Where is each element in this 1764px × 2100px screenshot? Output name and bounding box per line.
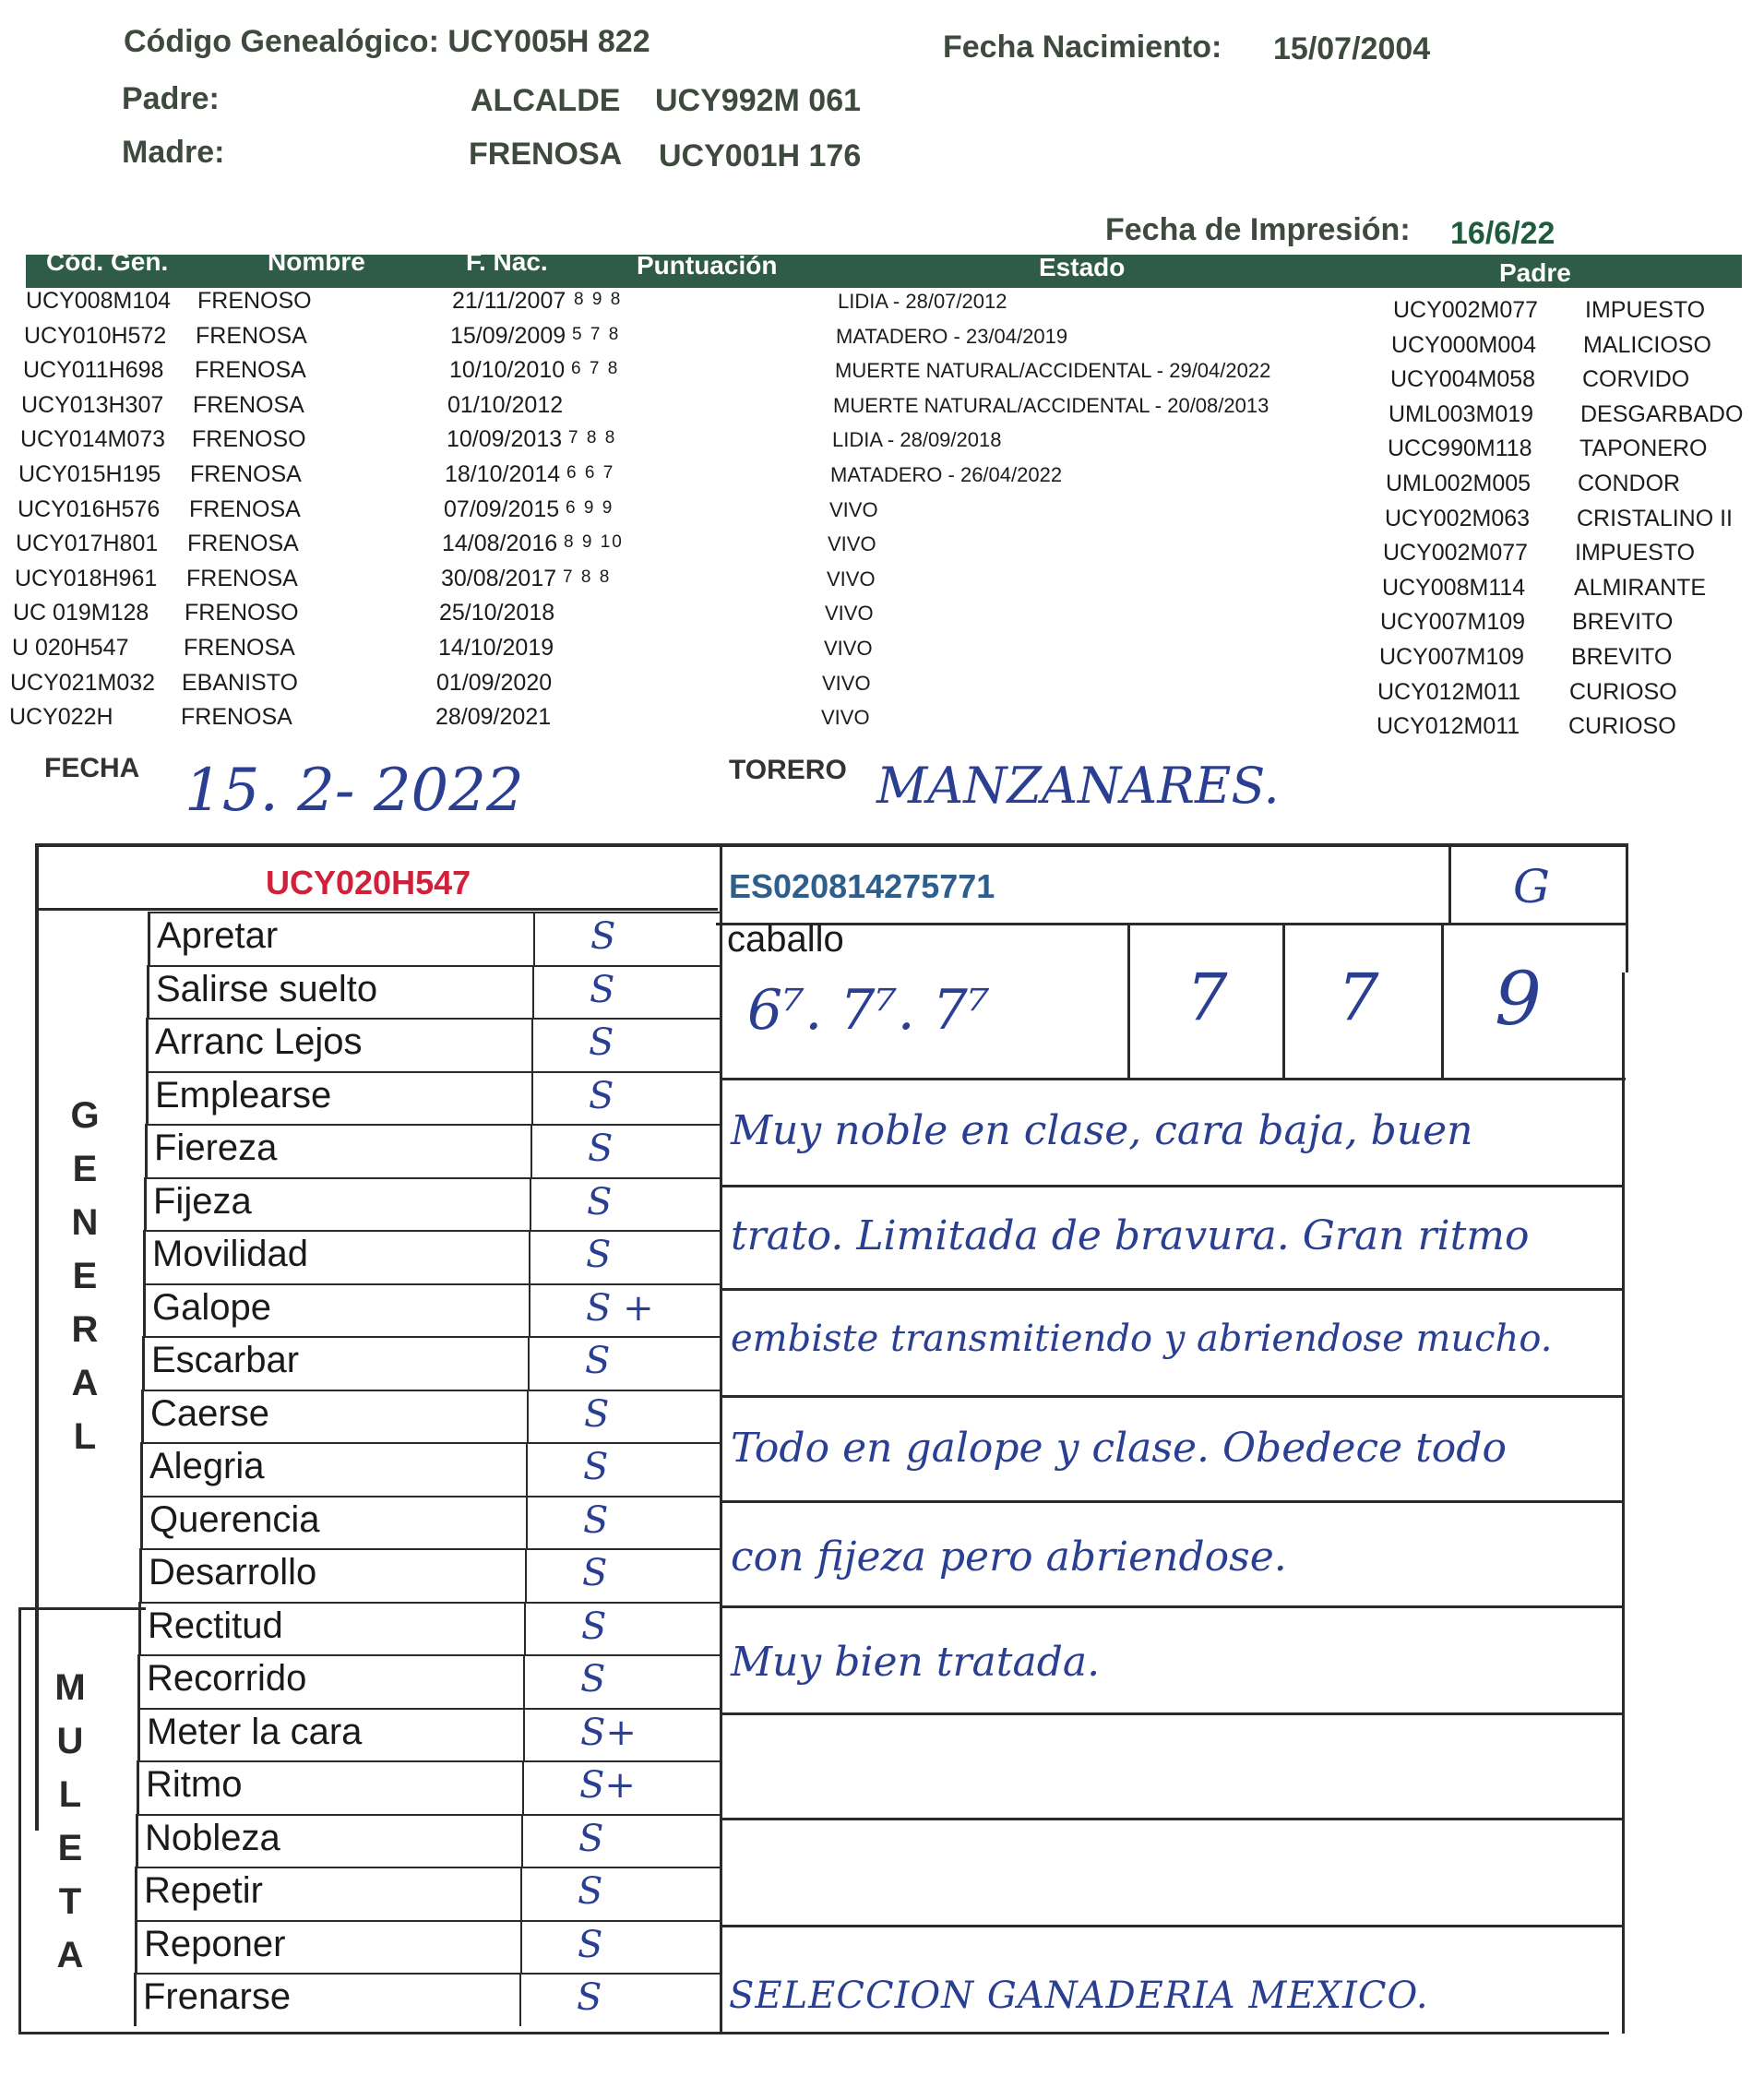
- cell-padre-cod: UCY007M109: [1380, 609, 1526, 636]
- cell-cod: UC 019M128: [13, 600, 149, 626]
- trait-name: Nobleza: [145, 1817, 280, 1858]
- trait-mark: S: [578, 1923, 603, 1966]
- mark-cell-border: [531, 1071, 533, 1125]
- trait-name: Frenarse: [143, 1976, 292, 2017]
- trait-cell-border: [135, 1920, 137, 1974]
- trait-row-line: [137, 1708, 720, 1710]
- trait-cell-border: [148, 912, 150, 965]
- trait-cell-border: [146, 1018, 149, 1071]
- trait-name: Salirse suelto: [156, 968, 378, 1009]
- cell-estado: LIDIA - 28/09/2018: [832, 428, 1002, 452]
- section-letter: G: [70, 1095, 100, 1136]
- offspring-row: [15, 565, 1731, 601]
- trait-mark: S: [583, 1446, 609, 1488]
- trait-row-line: [145, 1124, 720, 1126]
- trait-cell-border: [136, 1814, 138, 1867]
- cell-estado: LIDIA - 28/07/2012: [838, 290, 1007, 313]
- section-letter: A: [56, 1935, 84, 1975]
- trait-cell-border: [144, 1177, 147, 1231]
- padre-codigo: UCY992M 061: [655, 83, 862, 118]
- cell-nombre: FRENOSO: [192, 426, 306, 453]
- mark-cell-border: [529, 1230, 530, 1283]
- cell-fnac: 01/10/2012: [447, 391, 564, 418]
- cell-padre-cod: UCY002M077: [1383, 540, 1529, 567]
- caballo-label: caballo: [727, 919, 844, 960]
- section-letter: E: [72, 1149, 98, 1189]
- cell-estado: VIVO: [824, 637, 873, 660]
- cell-fnac: 25/10/2018: [439, 600, 555, 626]
- trait-row-line: [136, 1814, 720, 1816]
- cell-estado: VIVO: [821, 706, 870, 730]
- cell-cod: UCY016H576: [18, 495, 161, 522]
- cell-estado: MUERTE NATURAL/ACCIDENTAL - 20/08/2013: [833, 393, 1269, 417]
- trait-row-line: [135, 1867, 720, 1868]
- torero-value: MANZANARES.: [876, 757, 1280, 815]
- cell-fnac: 15/09/2009: [450, 322, 566, 349]
- cell-puntuacion: 8 9 8: [574, 290, 623, 309]
- trait-cell-border: [139, 1548, 142, 1602]
- cell-cod: UCY013H307: [21, 391, 164, 418]
- col-puntuacion: Puntuación: [637, 251, 778, 280]
- cell-nombre: FRENOSA: [193, 391, 304, 418]
- cell-estado: VIVO: [829, 497, 878, 521]
- trait-row-line: [135, 1920, 720, 1922]
- offspring-row: [24, 322, 1740, 358]
- cell-estado: MATADERO - 23/04/2019: [836, 324, 1068, 348]
- mark-cell-border: [521, 1814, 523, 1867]
- trait-row-line: [134, 1973, 720, 1975]
- cell-puntuacion: 6 7 8: [571, 359, 620, 379]
- madre-label: Madre:: [122, 135, 225, 170]
- cell-nombre: FRENOSA: [195, 357, 306, 384]
- note-line: embiste transmitiendo y abriendose mucho.: [731, 1318, 1553, 1360]
- cell-padre-nombre: BREVITO: [1572, 609, 1674, 636]
- muleta-section-label: [42, 1661, 98, 1982]
- caballo-scores: 6⁷. 7⁷. 7⁷: [747, 978, 990, 1043]
- codigo-value: UCY005H 822: [447, 24, 650, 59]
- trait-cell-border: [141, 1390, 144, 1443]
- cell-nombre: FRENOSA: [187, 531, 299, 557]
- trait-cell-border: [135, 1867, 137, 1920]
- mark-cell-border: [526, 1442, 528, 1496]
- trait-cell-border: [137, 1760, 139, 1814]
- cell-padre-cod: UML003M019: [1389, 400, 1534, 427]
- cell-cod: UCY021M032: [10, 669, 156, 696]
- note-line: Muy noble en clase, cara baja, buen: [731, 1107, 1473, 1154]
- trait-cell-border: [137, 1654, 140, 1708]
- cell-cod: UCY015H195: [18, 461, 161, 487]
- impresion-label: Fecha de Impresión:: [1105, 212, 1411, 247]
- cell-nombre: FRENOSO: [197, 288, 312, 314]
- trait-row-line: [147, 965, 720, 967]
- grade: G: [1513, 860, 1550, 913]
- cell-cod: UCY022H: [9, 704, 113, 731]
- cell-padre-nombre: CURIOSO: [1569, 678, 1677, 705]
- cell-padre-nombre: CRISTALINO II: [1577, 505, 1734, 531]
- trait-name: Fiereza: [154, 1128, 278, 1168]
- score-2: 7: [1338, 960, 1379, 1035]
- cell-nombre: FRENOSA: [196, 322, 307, 349]
- cell-fnac: 18/10/2014: [445, 461, 561, 487]
- offspring-row: [13, 600, 1729, 636]
- cell-padre-nombre: IMPUESTO: [1575, 540, 1696, 567]
- madre-codigo: UCY001H 176: [659, 138, 862, 173]
- section-letter: L: [58, 1774, 82, 1815]
- section-letter: U: [56, 1721, 84, 1761]
- trait-cell-border: [143, 1283, 146, 1337]
- trait-cell-border: [143, 1230, 146, 1283]
- offspring-row: [26, 288, 1742, 323]
- trait-name: Escarbar: [151, 1340, 300, 1380]
- col-padre: Padre: [1499, 258, 1571, 287]
- section-letter: L: [73, 1416, 97, 1457]
- animal-code: UCY020H547: [266, 864, 471, 901]
- trait-mark: S +: [586, 1286, 654, 1330]
- trait-mark: S+: [579, 1764, 636, 1807]
- offspring-row: [18, 461, 1734, 496]
- offspring-row: [18, 495, 1734, 531]
- trait-mark: S: [589, 1074, 614, 1117]
- cell-padre-cod: UCY007M109: [1379, 644, 1525, 670]
- trait-mark: S: [577, 1976, 602, 2019]
- trait-name: Alegria: [149, 1446, 265, 1486]
- seleccion-note: SELECCION GANADERIA MEXICO.: [729, 1975, 1429, 2017]
- cell-cod: UCY008M104: [26, 288, 172, 314]
- animal-id: ES020814275771: [729, 867, 995, 905]
- cell-padre-cod: UCY004M058: [1390, 366, 1536, 393]
- mark-cell-border: [525, 1548, 527, 1602]
- trait-name: Fijeza: [153, 1180, 252, 1222]
- mark-cell-border: [523, 1708, 525, 1761]
- cell-nombre: FRENOSA: [184, 635, 295, 661]
- trait-mark: S: [582, 1552, 608, 1594]
- section-letter: E: [57, 1828, 83, 1868]
- cell-fnac: 10/10/2010: [449, 357, 566, 384]
- trait-mark: S: [578, 1870, 603, 1913]
- cell-padre-nombre: ALMIRANTE: [1574, 574, 1707, 601]
- trait-name: Movilidad: [152, 1234, 308, 1274]
- trait-mark: S: [586, 1234, 612, 1276]
- section-letter: N: [71, 1202, 99, 1243]
- cell-padre-nombre: CORVIDO: [1582, 366, 1690, 393]
- mark-cell-border: [527, 1390, 529, 1443]
- cell-nombre: FRENOSA: [181, 704, 292, 731]
- trait-row-line: [139, 1548, 720, 1550]
- cell-fnac: 07/09/2015: [444, 495, 560, 522]
- cell-padre-nombre: IMPUESTO: [1585, 297, 1706, 323]
- torero-label: TORERO: [729, 755, 847, 785]
- trait-name: Arranc Lejos: [155, 1021, 363, 1062]
- mark-cell-border: [524, 1602, 526, 1655]
- cell-cod: UCY017H801: [16, 531, 159, 557]
- trait-mark: S: [590, 915, 616, 958]
- impresion-value: 16/6/22: [1450, 216, 1555, 251]
- cell-puntuacion: 8 9 10: [564, 532, 624, 553]
- trait-name: Recorrido: [147, 1658, 307, 1699]
- cell-padre-nombre: DESGARBADO: [1580, 400, 1744, 427]
- trait-name: Querencia: [149, 1498, 320, 1540]
- trait-name: Galope: [152, 1286, 271, 1328]
- trait-row-line: [140, 1496, 720, 1497]
- cell-nombre: FRENOSA: [186, 565, 298, 591]
- mark-cell-border: [529, 1283, 530, 1337]
- trait-cell-border: [145, 1124, 148, 1177]
- mark-cell-border: [519, 1973, 521, 2026]
- trait-row-line: [143, 1283, 720, 1285]
- trait-name: Apretar: [157, 915, 279, 956]
- trait-cell-border: [138, 1602, 141, 1655]
- cell-fnac: 14/08/2016: [442, 531, 558, 557]
- cell-padre-cod: UCY012M011: [1377, 678, 1521, 705]
- trait-row-line: [140, 1442, 720, 1444]
- cell-nombre: FRENOSA: [190, 461, 302, 487]
- trait-row-line: [141, 1390, 720, 1391]
- trait-mark: S: [578, 1817, 604, 1860]
- mark-cell-border: [531, 1018, 533, 1071]
- score-3: 9: [1495, 956, 1542, 1042]
- col-cod: Cód. Gen.: [46, 247, 169, 276]
- trait-grid-bottom: [129, 2032, 720, 2034]
- trait-cell-border: [140, 1496, 143, 1549]
- cell-estado: MUERTE NATURAL/ACCIDENTAL - 29/04/2022: [835, 359, 1271, 383]
- codigo-label: Código Genealógico: UCY005H 822: [124, 24, 650, 59]
- mark-cell-border: [523, 1654, 525, 1708]
- offspring-row: [10, 669, 1726, 705]
- cell-cod: UCY010H572: [24, 322, 167, 349]
- mark-cell-border: [522, 1760, 524, 1814]
- trait-cell-border: [146, 1071, 149, 1125]
- cell-fnac: 21/11/2007: [452, 288, 566, 314]
- mark-cell-border: [532, 965, 534, 1019]
- col-nombre: Nombre: [268, 247, 365, 276]
- trait-mark: S: [590, 968, 615, 1011]
- general-section-label: [57, 1089, 113, 1463]
- cell-estado: VIVO: [828, 532, 876, 556]
- cell-padre-nombre: TAPONERO: [1579, 436, 1708, 462]
- cell-puntuacion: 6 6 7: [566, 463, 615, 483]
- cell-estado: MATADERO - 26/04/2022: [830, 463, 1063, 486]
- cell-padre-nombre: MALICIOSO: [1583, 331, 1711, 358]
- cell-fnac: 28/09/2021: [435, 704, 552, 731]
- note-line: Todo en galope y clase. Obedece todo: [731, 1425, 1507, 1472]
- trait-name: Emplearse: [155, 1074, 332, 1116]
- cell-puntuacion: 5 7 8: [572, 324, 621, 344]
- cell-estado: VIVO: [825, 602, 874, 626]
- cell-padre-nombre: CONDOR: [1578, 471, 1681, 496]
- trait-name: Ritmo: [146, 1764, 243, 1805]
- section-letter: R: [71, 1309, 99, 1350]
- cell-fnac: 10/09/2013: [447, 426, 563, 453]
- trait-mark: S: [583, 1498, 609, 1542]
- trait-cell-border: [137, 1708, 140, 1761]
- cell-padre-cod: UCY008M114: [1382, 574, 1526, 601]
- trait-name: Rectitud: [148, 1605, 283, 1646]
- note-line: con fijeza pero abriendose.: [731, 1533, 1287, 1581]
- cell-padre-cod: UCY002M077: [1393, 297, 1539, 323]
- mark-cell-border: [526, 1496, 528, 1549]
- cell-cod: U 020H547: [12, 635, 129, 661]
- fecha-nac-label: Fecha Nacimiento:: [943, 30, 1222, 65]
- trait-row-line: [143, 1230, 720, 1232]
- trait-cell-border: [142, 1336, 145, 1390]
- trait-mark: S: [581, 1605, 607, 1648]
- col-fnac: F. Nac.: [466, 247, 548, 276]
- trait-name: Meter la cara: [147, 1711, 363, 1752]
- cell-puntuacion: 6 9 9: [566, 497, 614, 518]
- trait-mark: S+: [580, 1711, 637, 1754]
- score-1: 7: [1186, 960, 1228, 1035]
- cell-padre-cod: UML002M005: [1386, 471, 1532, 496]
- trait-name: Caerse: [150, 1392, 269, 1434]
- cell-estado: VIVO: [827, 567, 876, 591]
- trait-cell-border: [140, 1442, 143, 1496]
- cell-nombre: EBANISTO: [182, 669, 298, 696]
- trait-row-line: [137, 1654, 720, 1656]
- mark-cell-border: [530, 1124, 532, 1177]
- trait-mark: S: [589, 1021, 614, 1064]
- offspring-row: [16, 531, 1732, 567]
- trait-cell-border: [134, 1973, 137, 2026]
- section-letter: M: [54, 1667, 86, 1708]
- cell-padre-cod: UCY012M011: [1377, 713, 1520, 740]
- cell-puntuacion: 7 8 8: [563, 567, 612, 587]
- cell-estado: VIVO: [822, 671, 871, 695]
- padre-nombre: ALCALDE: [471, 83, 621, 118]
- fecha-nac-value: 15/07/2004: [1273, 31, 1431, 66]
- trait-row-line: [144, 1177, 720, 1179]
- trait-name: Desarrollo: [149, 1552, 317, 1593]
- offspring-row: [12, 635, 1728, 670]
- mark-cell-border: [520, 1920, 522, 1974]
- cell-cod: UCY018H961: [15, 565, 158, 591]
- section-letter: A: [71, 1363, 99, 1403]
- note-line: Muy bien tratada.: [731, 1639, 1101, 1686]
- mark-cell-border: [520, 1867, 522, 1920]
- trait-name: Reponer: [144, 1923, 286, 1964]
- padre-label: Padre:: [122, 81, 220, 116]
- cell-puntuacion: 7 8 8: [568, 428, 617, 448]
- cell-cod: UCY014M073: [20, 426, 166, 453]
- cell-cod: UCY011H698: [23, 357, 164, 384]
- trait-row-line: [146, 1018, 720, 1020]
- mark-cell-border: [528, 1336, 530, 1390]
- trait-row-line: [142, 1336, 720, 1338]
- cell-padre-nombre: CURIOSO: [1568, 713, 1676, 740]
- madre-nombre: FRENOSA: [469, 137, 623, 172]
- offspring-row: [23, 357, 1739, 393]
- offspring-row: [20, 426, 1736, 462]
- section-letter: T: [58, 1881, 82, 1922]
- cell-fnac: 14/10/2019: [438, 635, 554, 661]
- trait-cell-border: [147, 965, 149, 1019]
- cell-nombre: FRENOSO: [185, 600, 299, 626]
- trait-mark: S: [587, 1180, 613, 1223]
- trait-row-line: [148, 912, 720, 913]
- cell-fnac: 30/08/2017: [441, 565, 557, 591]
- note-line: trato. Limitada de bravura. Gran ritmo: [731, 1212, 1530, 1259]
- trait-row-line: [138, 1602, 720, 1604]
- mark-cell-border: [530, 1177, 531, 1231]
- trait-mark: S: [585, 1340, 611, 1382]
- col-estado: Estado: [1039, 253, 1126, 281]
- trait-mark: S: [584, 1392, 610, 1436]
- offspring-row: [21, 391, 1744, 427]
- fecha-value: 15. 2- 2022: [185, 757, 524, 825]
- cell-padre-cod: UCY002M063: [1385, 505, 1531, 531]
- cell-padre-cod: UCY000M004: [1391, 331, 1537, 358]
- offspring-row: [9, 704, 1725, 740]
- trait-row-line: [137, 1760, 720, 1762]
- section-letter: E: [72, 1256, 98, 1296]
- trait-name: Repetir: [144, 1870, 263, 1911]
- trait-row-line: [146, 1071, 720, 1073]
- mark-cell-border: [533, 912, 535, 965]
- cell-padre-cod: UCC990M118: [1388, 436, 1532, 462]
- trait-mark: S: [580, 1658, 606, 1700]
- trait-mark: S: [588, 1128, 614, 1170]
- fecha-label: FECHA: [44, 753, 140, 783]
- cell-nombre: FRENOSA: [189, 495, 301, 522]
- cell-padre-nombre: BREVITO: [1571, 644, 1673, 670]
- cell-fnac: 01/09/2020: [436, 669, 553, 696]
